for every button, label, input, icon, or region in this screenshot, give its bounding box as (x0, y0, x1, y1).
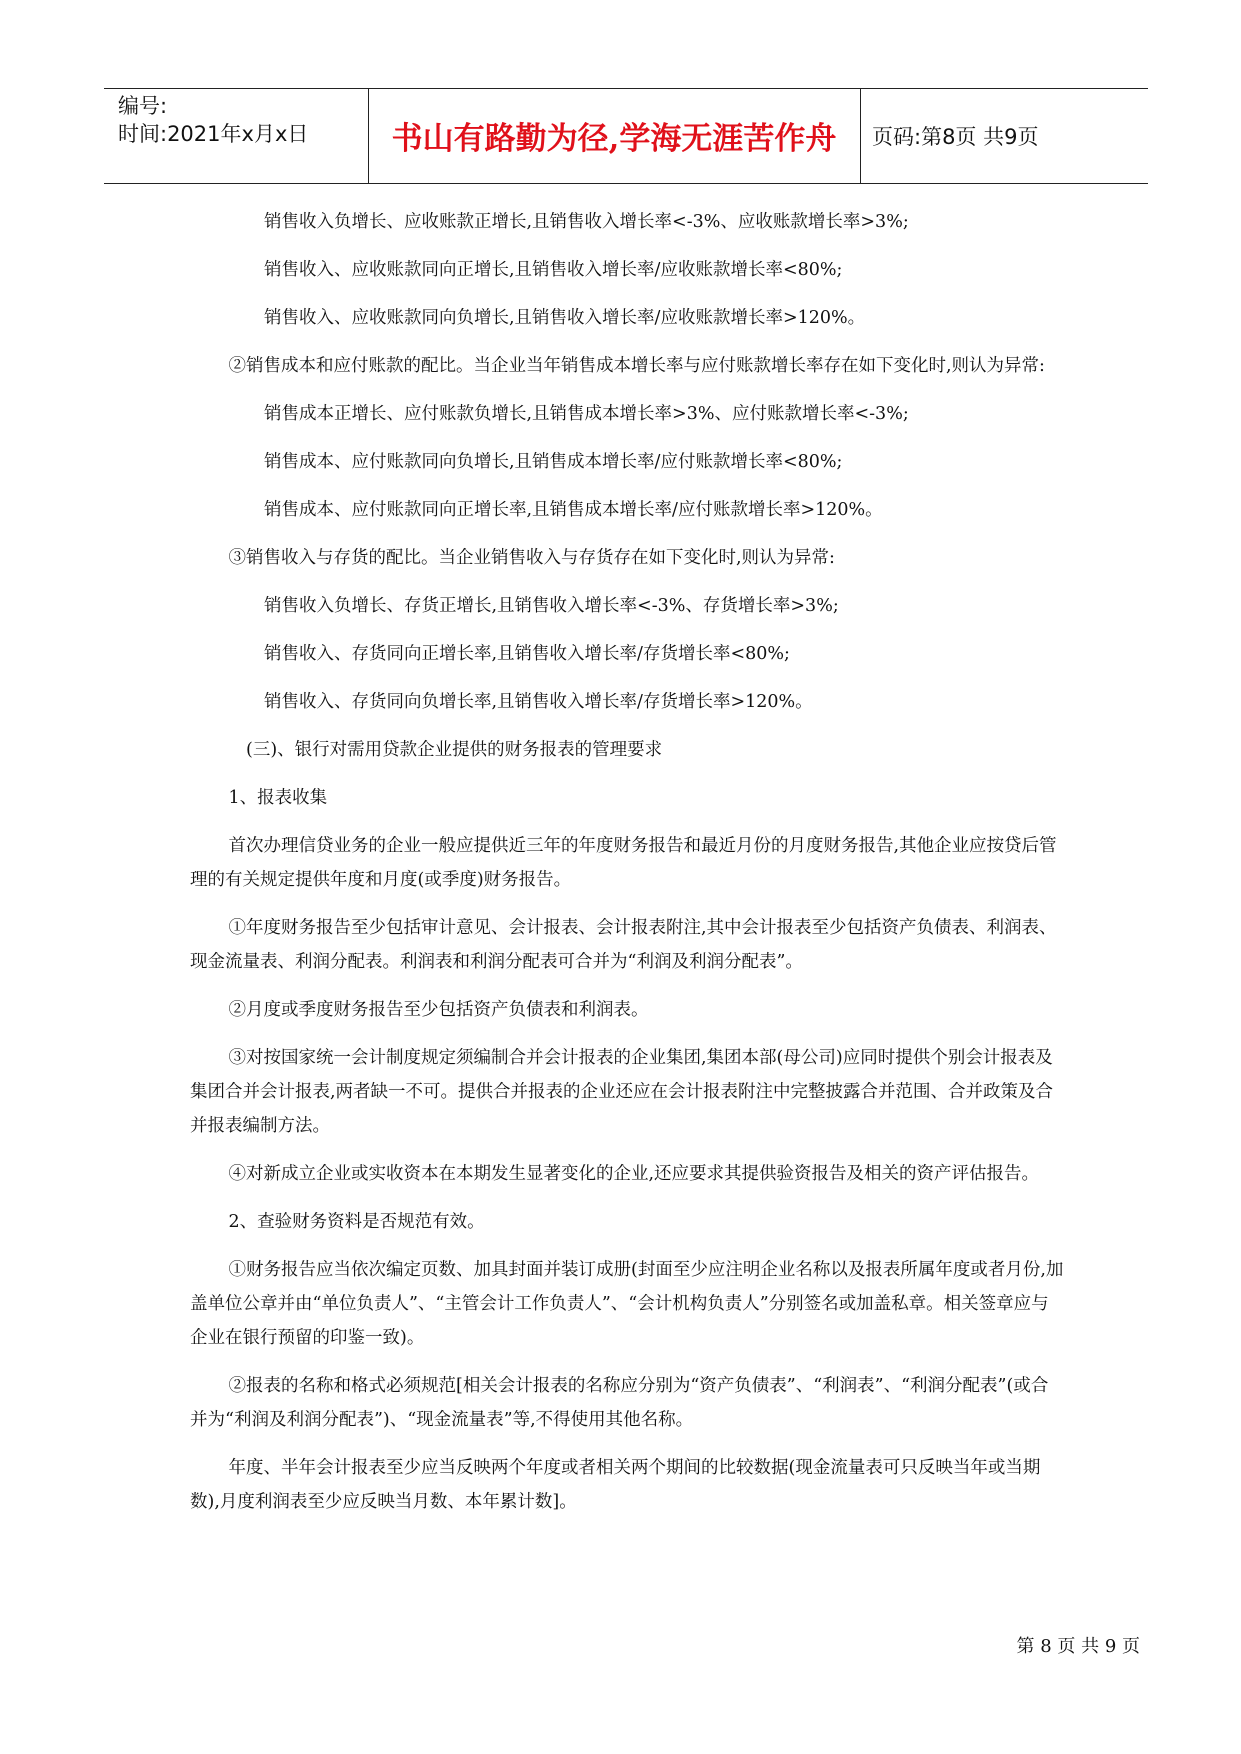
body-paragraph: ④对新成立企业或实收资本在本期发生显著变化的企业,还应要求其提供验资报告及相关的资产评估报告。 (228, 1164, 1040, 1184)
body-paragraph: 销售收入、应收账款同向负增长,且销售收入增长率/应收账款增长率>120%。 (264, 308, 866, 328)
header-number-label: 编号: (118, 94, 168, 118)
header-motto: 书山有路勤为径,学海无涯苦作舟 (391, 121, 837, 157)
body-paragraph: (三)、银行对需用贷款企业提供的财务报表的管理要求 (246, 740, 663, 760)
header-time-label: 时间:2021年x月x日 (118, 122, 309, 146)
body-paragraph: ②销售成本和应付账款的配比。当企业当年销售成本增长率与应付账款增长率存在如下变化时,则认为异常: (228, 356, 1045, 376)
body-paragraph: 销售收入、存货同向正增长率,且销售收入增长率/存货增长率<80%; (264, 644, 790, 664)
body-paragraph: 销售收入负增长、存货正增长,且销售收入增长率<-3%、存货增长率>3%; (264, 596, 839, 616)
body-paragraph: ①财务报告应当依次编定页数、加具封面并装订成册(封面至少应注明企业名称以及报表所属年度或者月份,加盖单位公章并由“单位负责人”、“主管会计工作负责人”、“会计机构负责人”分别签名或加盖私章。相关签章应与企业在银行预留的印鉴一致)。 (190, 1260, 1064, 1348)
body-paragraph: 销售成本正增长、应付账款负增长,且销售成本增长率>3%、应付账款增长率<-3%; (264, 404, 909, 424)
body-paragraph: 2、查验财务资料是否规范有效。 (228, 1212, 485, 1232)
body-paragraph: 销售收入、存货同向负增长率,且销售收入增长率/存货增长率>120%。 (264, 692, 813, 712)
header-divider-left (368, 88, 369, 183)
body-paragraph: 首次办理信贷业务的企业一般应提供近三年的年度财务报告和最近月份的月度财务报告,其他企业应按贷后管理的有关规定提供年度和月度(或季度)财务报告。 (190, 836, 1057, 890)
body-paragraph: 销售收入、应收账款同向正增长,且销售收入增长率/应收账款增长率<80%; (264, 260, 843, 280)
header-meta (118, 92, 366, 148)
body-paragraph: ③销售收入与存货的配比。当企业销售收入与存货存在如下变化时,则认为异常: (228, 548, 835, 568)
document-body (190, 205, 1065, 1533)
body-paragraph: 年度、半年会计报表至少应当反映两个年度或者相关两个期间的比较数据(现金流量表可只反映当年或当期数),月度利润表至少应反映当月数、本年累计数]。 (190, 1458, 1041, 1512)
body-paragraph: 1、报表收集 (228, 788, 328, 808)
body-paragraph: ②报表的名称和格式必须规范[相关会计报表的名称应分别为“资产负债表”、“利润表”、“利润分配表”(或合并为“利润及利润分配表”)、“现金流量表”等,不得使用其他名称。 (190, 1376, 1049, 1430)
body-paragraph: ①年度财务报告至少包括审计意见、会计报表、会计报表附注,其中会计报表至少包括资产负债表、利润表、现金流量表、利润分配表。利润表和利润分配表可合并为“利润及利润分配表”。 (190, 918, 1057, 972)
body-paragraph: ③对按国家统一会计制度规定须编制合并会计报表的企业集团,集团本部(母公司)应同时提供个别会计报表及集团合并会计报表,两者缺一不可。提供合并报表的企业还应在会计报表附注中完整披露合并范围、合并政策及合并报表编制方法。 (190, 1048, 1054, 1136)
header-bottom-rule (104, 183, 1148, 184)
body-paragraph: 销售成本、应付账款同向负增长,且销售成本增长率/应付账款增长率<80%; (264, 452, 843, 472)
header-divider-right (860, 88, 861, 183)
body-paragraph: ②月度或季度财务报告至少包括资产负债表和利润表。 (228, 1000, 649, 1020)
header-page-label: 页码:第8页 共9页 (872, 124, 1039, 149)
footer-page-number: 第 8 页 共 9 页 (1016, 1636, 1140, 1657)
body-paragraph: 销售成本、应付账款同向正增长率,且销售成本增长率/应付账款增长率>120%。 (264, 500, 883, 520)
body-paragraph: 销售收入负增长、应收账款正增长,且销售收入增长率<-3%、应收账款增长率>3%; (264, 212, 909, 232)
